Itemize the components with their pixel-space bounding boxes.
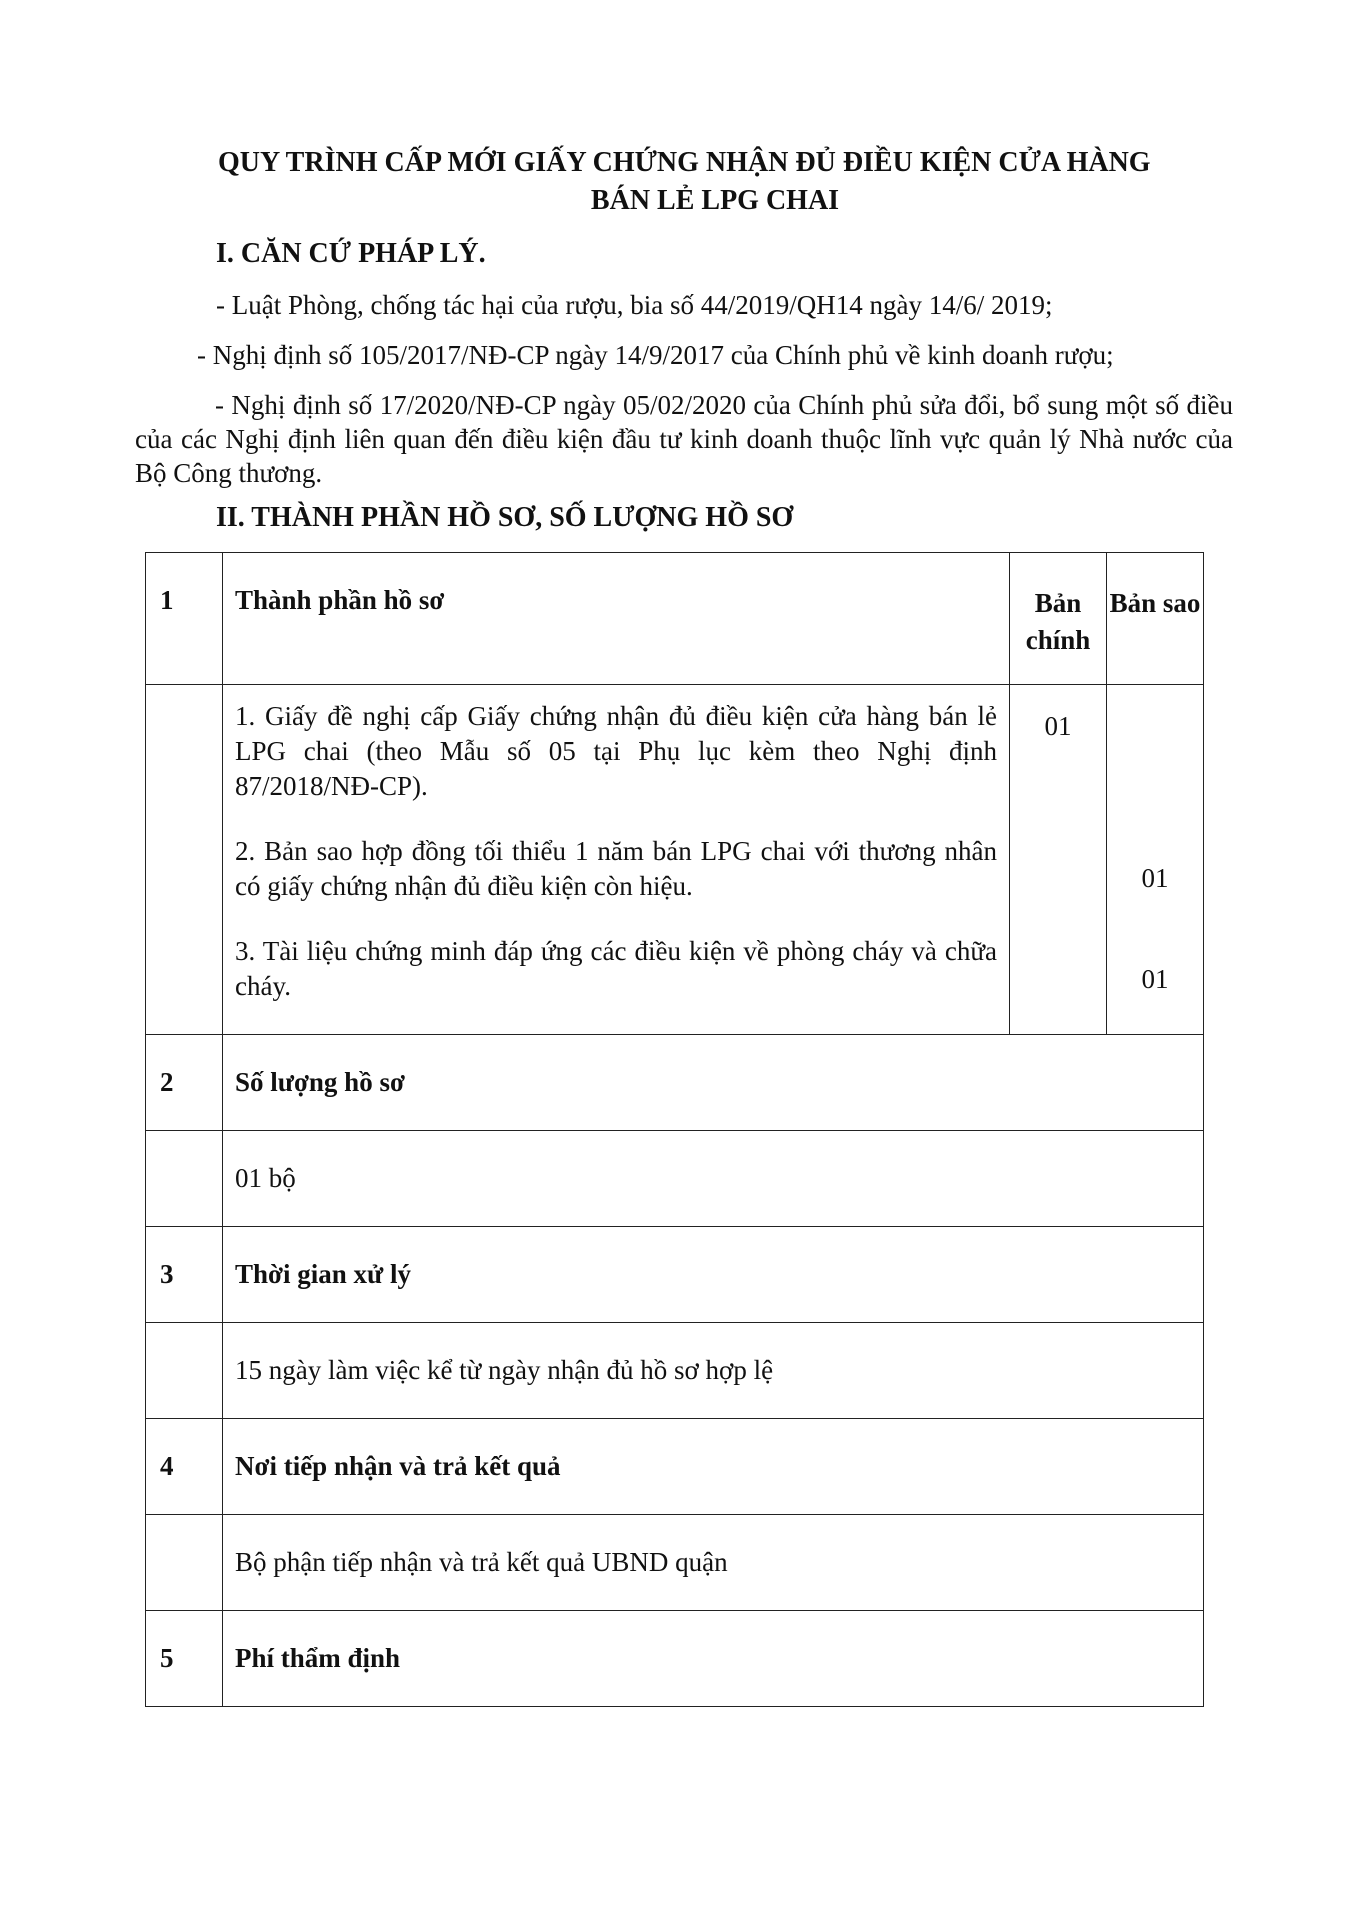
legal-basis-item-1: - Luật Phòng, chống tác hại của rượu, bia số 44/2019/QH14 ngày 14/6/ 2019;	[216, 290, 1053, 320]
row-number: 4	[146, 1419, 223, 1515]
receiving-place-value: Bộ phận tiếp nhận và trả kết quả UBND quận	[223, 1515, 1204, 1611]
row-number: 3	[146, 1227, 223, 1323]
table-row	[146, 1515, 1204, 1611]
row-number: 5	[146, 1611, 223, 1707]
document-item-1: 1. Giấy đề nghị cấp Giấy chứng nhận đủ điều kiện cửa hàng bán lẻ LPG chai (theo Mẫu số 05 tại Phụ lục kèm theo Nghị định 87/2018/NĐ-CP).	[235, 701, 997, 801]
empty-cell	[146, 1323, 223, 1419]
copy-count-3: 01	[1141, 964, 1169, 994]
table-row	[146, 1323, 1204, 1419]
document-title	[218, 144, 1228, 220]
copy-count-column	[1107, 685, 1204, 1035]
original-count-column	[1010, 685, 1107, 1035]
table-row-documents	[146, 685, 1204, 1035]
table-row	[146, 1131, 1204, 1227]
table-row	[146, 1035, 1204, 1131]
receiving-place-label: Nơi tiếp nhận và trả kết quả	[223, 1419, 1204, 1515]
section-1-heading: I. CĂN CỨ PHÁP LÝ.	[216, 238, 486, 269]
table-row	[146, 1419, 1204, 1515]
original-count-1: 01	[1044, 711, 1072, 741]
dossier-quantity-label: Số lượng hồ sơ	[223, 1035, 1204, 1131]
table-row-header	[146, 553, 1204, 685]
empty-cell	[146, 1515, 223, 1611]
duplicate-copy-header: Bản sao	[1107, 553, 1204, 685]
dossier-table	[145, 552, 1204, 1707]
table-row	[146, 1611, 1204, 1707]
document-list	[223, 685, 1010, 1035]
appraisal-fee-label: Phí thẩm định	[223, 1611, 1204, 1707]
processing-time-label: Thời gian xử lý	[223, 1227, 1204, 1323]
table-row	[146, 1227, 1204, 1323]
document-item-2: 2. Bản sao hợp đồng tối thiểu 1 năm bán LPG chai với thương nhân có giấy chứng nhận đủ điều kiện còn hiệu.	[235, 836, 997, 901]
dossier-quantity-value: 01 bộ	[223, 1131, 1204, 1227]
row-number: 1	[146, 553, 223, 685]
original-copy-header: Bản chính	[1010, 553, 1107, 685]
empty-cell	[146, 1131, 223, 1227]
legal-basis-item-2: - Nghị định số 105/2017/NĐ-CP ngày 14/9/2017 của Chính phủ về kinh doanh rượu;	[197, 340, 1114, 370]
title-line-2: BÁN LẺ LPG CHAI	[590, 185, 840, 216]
copy-count-2: 01	[1141, 863, 1169, 893]
document-item-3: 3. Tài liệu chứng minh đáp ứng các điều kiện về phòng cháy và chữa cháy.	[235, 936, 997, 1001]
empty-cell	[146, 685, 223, 1035]
processing-time-value: 15 ngày làm việc kể từ ngày nhận đủ hồ sơ hợp lệ	[223, 1323, 1204, 1419]
section-2-heading: II. THÀNH PHẦN HỒ SƠ, SỐ LƯỢNG HỒ SƠ	[216, 502, 794, 533]
title-line-1: QUY TRÌNH CẤP MỚI GIẤY CHỨNG NHẬN ĐỦ ĐIỀU KIỆN CỬA HÀNG	[218, 147, 1151, 178]
legal-basis-item-3: - Nghị định số 17/2020/NĐ-CP ngày 05/02/2020 của Chính phủ sửa đổi, bổ sung một số điều của các Nghị định liên quan đến điều kiện đầu tư kinh doanh thuộc lĩnh vực quản lý Nhà nước của Bộ Công thương.	[135, 390, 1233, 488]
row-number: 2	[146, 1035, 223, 1131]
dossier-components-label: Thành phần hồ sơ	[223, 553, 1010, 685]
